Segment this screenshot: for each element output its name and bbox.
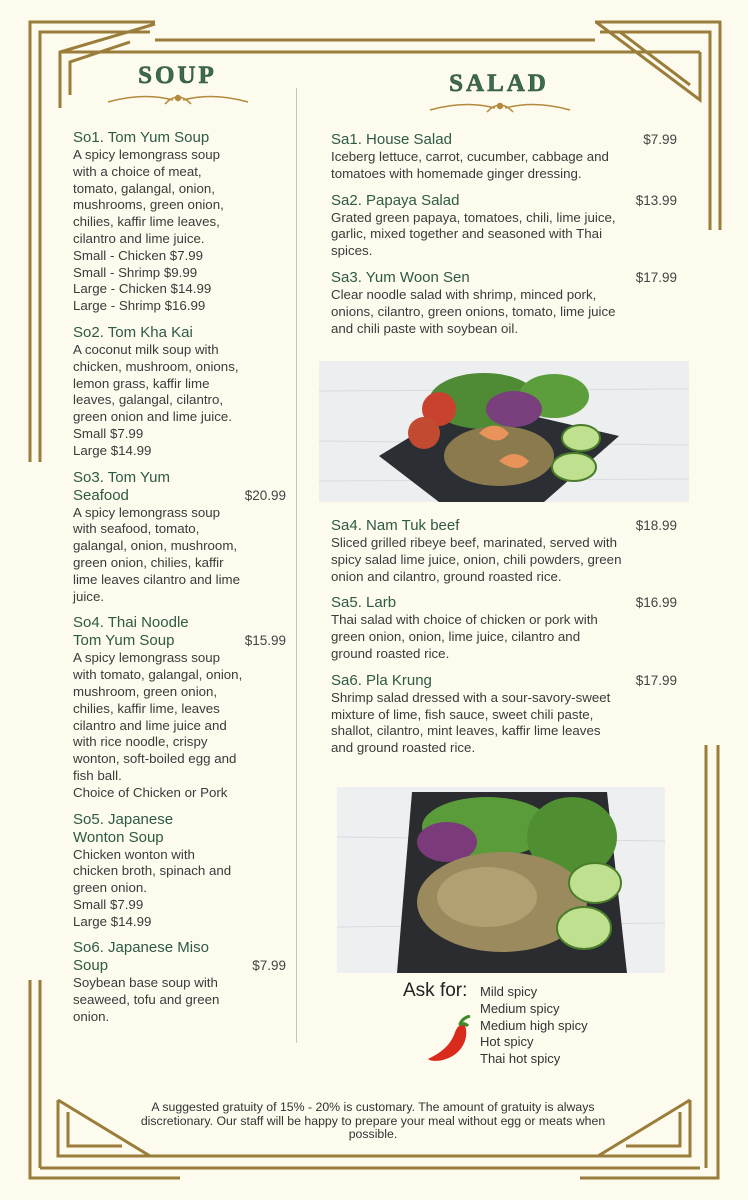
item-title: So1. Tom Yum Soup — [73, 129, 210, 146]
item-description: Shrimp salad dressed with a sour-savory-sweet mixture of lime, fish sauce, sweet chili paste, shallot, cilantro, mint leaves, kaffir lime leaves and ground roasted rice. — [331, 689, 611, 756]
item-price: $18.99 — [635, 518, 677, 533]
menu-item-sa5 — [331, 594, 677, 662]
item-description: A spicy lemongrass soup with tomato, galangal, onion, mushroom, green onion, chilies, kaffir lime, leaves cilantro and lime juice and with rice noodle, crispy wonton, soft-boiled egg and fish ball. Choice of Chicken or Pork — [73, 650, 243, 800]
item-price: $7.99 — [252, 958, 286, 974]
ask-for-label: Ask for: — [403, 980, 468, 1001]
menu-item-so5 — [73, 811, 286, 931]
salad-photo-larb — [337, 787, 665, 973]
item-description: Sliced grilled ribeye beef, marinated, served with spicy salad lime juice, onion, chili powders, green onion and cilantro, ground roasted rice. — [331, 535, 622, 584]
item-price: $13.99 — [635, 192, 677, 208]
item-price: $15.99 — [244, 633, 286, 649]
item-title-line2: Wonton Soup — [73, 828, 164, 846]
column-divider — [296, 88, 297, 1043]
menu-item-sa1 — [331, 131, 677, 183]
gratuity-note: A suggested gratuity of 15% - 20% is customary. The amount of gratuity is always discretionary. Our staff will be happy to prepare your meal without egg or meats when possible. — [140, 1100, 606, 1142]
item-price: $20.99 — [244, 487, 286, 503]
spice-level: Medium high spicy — [480, 1017, 588, 1033]
salad-heading: SALAD — [449, 70, 549, 97]
menu-item-so4 — [73, 614, 286, 801]
flourish-ornament — [425, 98, 575, 116]
spice-level: Thai hot spicy — [480, 1051, 561, 1067]
item-title: Sa6. Pla Krung — [331, 671, 432, 689]
item-price: $7.99 — [643, 132, 677, 147]
spice-level: Mild spicy — [480, 984, 538, 999]
item-title: Sa1. House Salad — [331, 131, 452, 148]
menu-item-so3 — [73, 469, 286, 606]
item-title-line2: Soup — [73, 957, 109, 975]
salad-column-top — [331, 131, 677, 346]
item-description: Grated green papaya, tomatoes, chili, lime juice, garlic, mixed together and seasoned with Thai spices. — [331, 209, 616, 259]
item-description: Iceberg lettuce, carrot, cucumber, cabbage and tomatoes with homemade ginger dressing. — [331, 149, 609, 181]
item-title: Sa5. Larb — [331, 594, 397, 612]
item-description: A spicy lemongrass soup with seafood, tomato, galangal, onion, mushroom, green onion, chilies, kaffir lime leaves cilantro and lime juice. — [73, 504, 241, 604]
item-title: So6. Japanese Miso — [73, 939, 209, 957]
menu-item-sa4 — [331, 517, 677, 585]
item-description: A coconut milk soup with chicken, mushroom, onions, lemon grass, kaffir lime leaves, galangal, cilantro, green onion and lime juice. Small $7.99 Large $14.99 — [73, 341, 239, 458]
menu-item-so2 — [73, 324, 286, 460]
spice-level: Hot spicy — [480, 1034, 534, 1050]
item-title: So4. Thai Noodle — [73, 614, 189, 632]
menu-item-sa2 — [331, 192, 677, 260]
spice-level: Medium spicy — [480, 1000, 560, 1016]
chili-pepper-icon — [426, 1015, 474, 1065]
item-title-line2: Seafood — [73, 486, 129, 504]
item-description: Chicken wonton with chicken broth, spinach and green onion. Small $7.99 Large $14.99 — [73, 846, 232, 929]
item-description: A spicy lemongrass soup with a choice of meat, tomato, galangal, onion, mushrooms, green onion, chilies, kaffir lime leaves, cilantro and lime juice. Small - Chicken $7.99 Small - Shrimp $9.99 Large - Chicken $14.99 Large - Shrimp $16.99 — [73, 147, 224, 314]
menu-item-sa6 — [331, 672, 677, 757]
salad-photo-shrimp — [319, 361, 689, 502]
item-title: So3. Tom Yum — [73, 468, 171, 486]
item-title-line2: Tom Yum Soup — [73, 632, 175, 650]
item-title: So2. Tom Kha Kai — [73, 323, 193, 341]
menu-item-so1 — [73, 129, 286, 315]
item-description: Clear noodle salad with shrimp, minced pork, onions, cilantro, green onions, tomato, lime juice and chili paste with soybean oil. — [331, 286, 616, 336]
spice-levels-list — [480, 984, 588, 1068]
item-description: Thai salad with choice of chicken or pork with green onion, onion, lime juice, cilantro and ground roasted rice. — [331, 612, 598, 661]
flourish-ornament — [103, 90, 253, 108]
menu-item-sa3 — [331, 269, 677, 337]
item-title: So5. Japanese — [73, 810, 174, 828]
item-title: Sa4. Nam Tuk beef — [331, 517, 460, 534]
menu-item-so6 — [73, 939, 286, 1025]
item-price: $17.99 — [635, 672, 677, 688]
salad-column-bottom — [331, 517, 677, 766]
soup-column — [73, 129, 286, 1035]
item-price: $17.99 — [635, 269, 677, 285]
soup-heading: SOUP — [138, 62, 217, 89]
item-price: $16.99 — [635, 595, 677, 611]
item-title: Sa3. Yum Woon Sen — [331, 268, 470, 286]
item-description: Soybean base soup with seaweed, tofu and green onion. — [73, 975, 220, 1025]
item-title: Sa2. Papaya Salad — [331, 191, 460, 209]
